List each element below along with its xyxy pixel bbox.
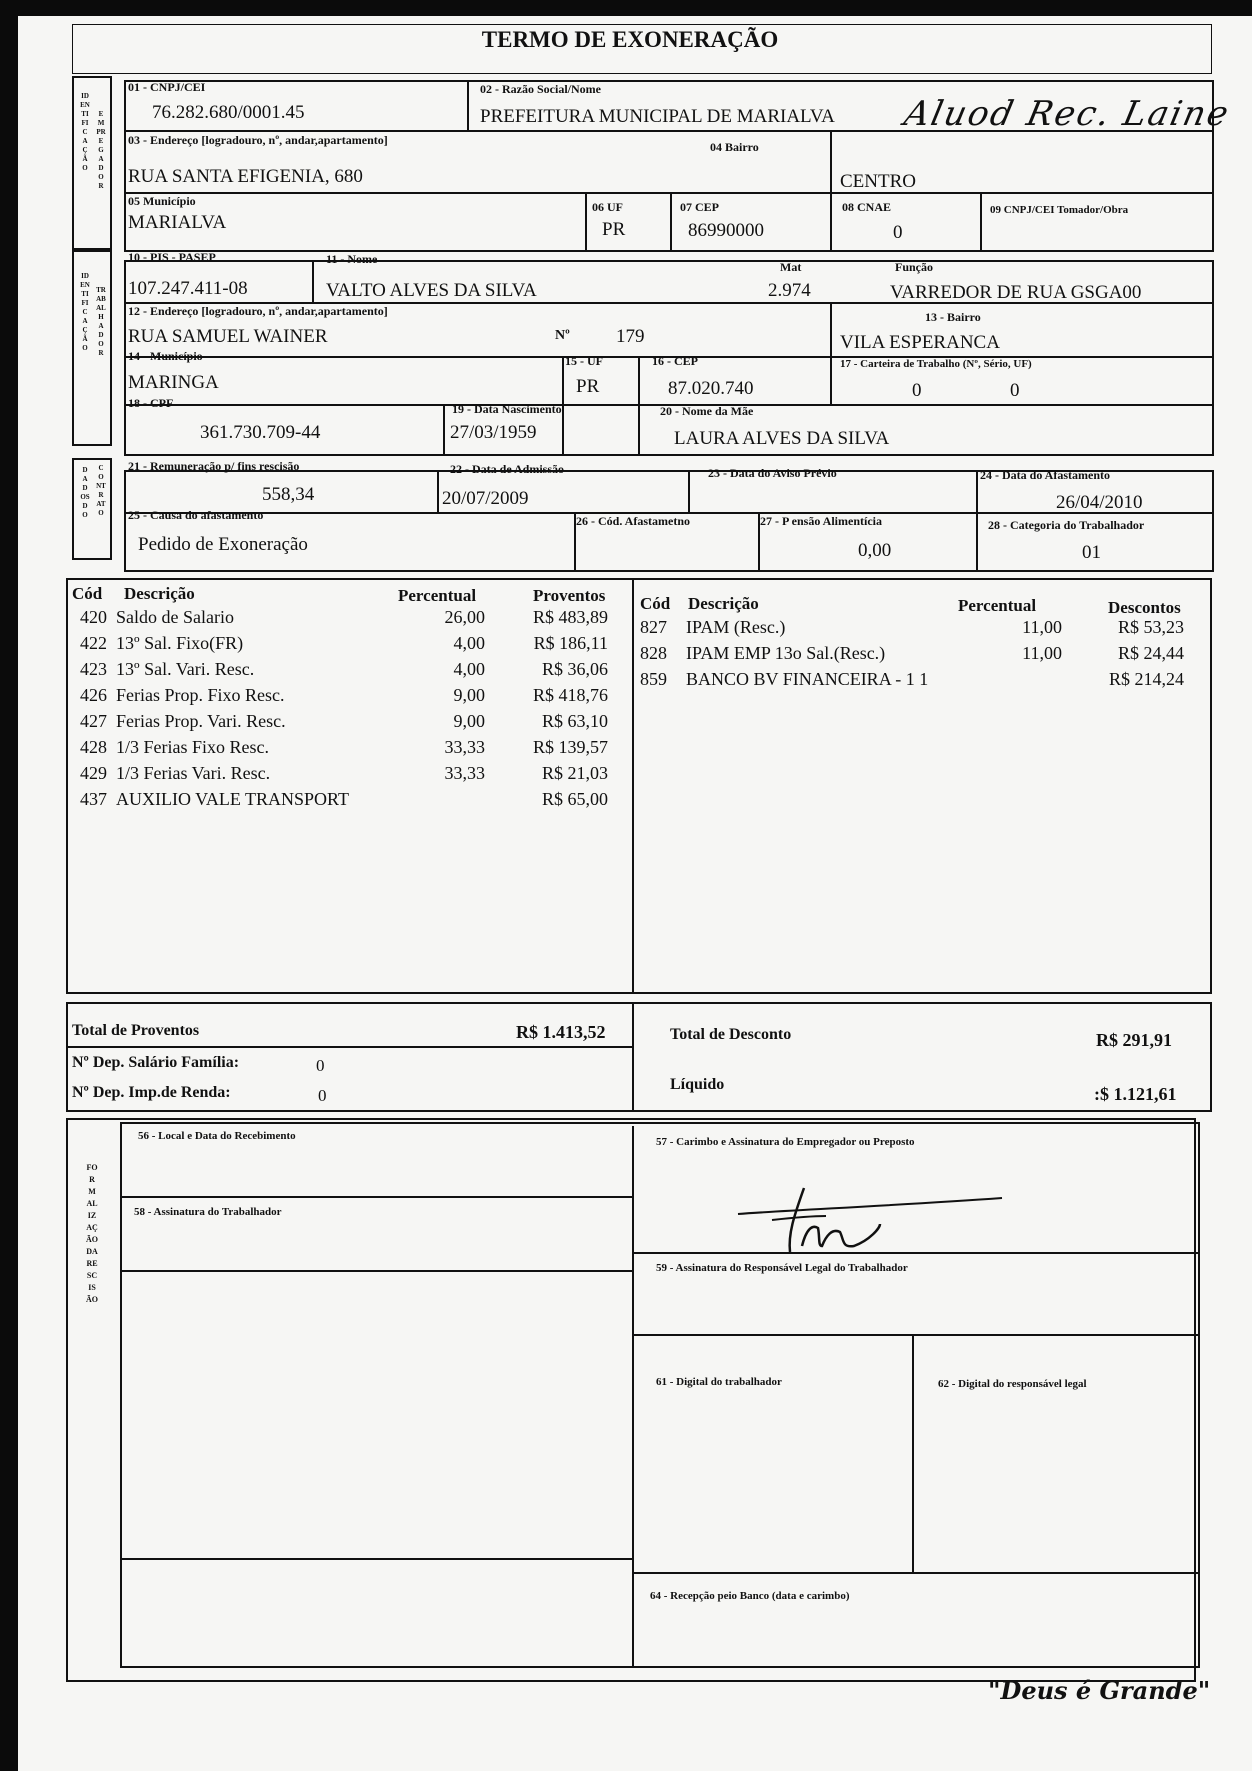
worker-side-label-2: TRABALHADOR [96,286,106,357]
worker-uf-label: 15 - UF [565,354,603,368]
carimbo-label: 57 - Carimbo e Assinatura do Empregador ou Preposto [656,1136,915,1148]
earnings-val: R$ 418,76 [532,685,608,705]
cpf-label: 18 - CPF [128,396,174,410]
recebimento-label: 56 - Local e Data do Recebimento [138,1130,296,1142]
aviso-previo-label: 23 - Data do Aviso Prévio [708,466,837,480]
total-deductions-label: Total de Desconto [670,1026,792,1043]
earnings-pct: 26,00 [444,607,485,627]
worker-side-label: IDENTIFICAÇÃO [80,272,90,352]
mae-label: 20 - Nome da Mãe [660,404,754,418]
contract-side-box [72,458,112,560]
deductions-desc: IPAM (Resc.) [686,617,786,637]
renda-label: Nº Dep. Imp.de Renda: [72,1084,231,1101]
categoria-value: 01 [1082,542,1101,563]
earnings-val: R$ 36,06 [541,659,608,679]
earnings-cod: 420 [80,607,107,627]
worker-name-label: 11 - Nome [326,252,378,266]
earnings-val: R$ 139,57 [532,737,608,757]
earnings-cod: 428 [80,737,107,757]
cnae-value: 0 [893,222,903,243]
earnings-val: R$ 21,03 [541,763,608,783]
cod-afastamento-label: 26 - Cód. Afastametno [576,514,690,528]
pensao-label: 27 - P ensão Alimentícia [760,514,882,528]
worker-address-label: 12 - Endereço [logradouro, nº, andar,apartamento] [128,304,388,318]
recepcao-banco-label: 64 - Recepção peio Banco (data e carimbo) [650,1590,850,1602]
ctps-number-value: 0 [912,380,922,401]
contract-side-label-2: CONTRATO [96,464,106,517]
afastamento-label: 24 - Data do Afastamento [980,468,1110,482]
worker-side-box [72,248,112,446]
deductions-val: R$ 24,44 [1117,643,1184,663]
formalization-side-label: FORMALIZAÇÃO DA RESCISÃO [86,1163,98,1304]
employer-bairro-value: CENTRO [840,171,916,192]
liquido-label: Líquido [670,1076,725,1093]
formalization-inner [120,1122,1200,1668]
employer-municipio-value: MARIALVA [128,212,227,233]
employer-bairro-label: 04 Bairro [710,140,759,154]
cnae-label: 08 CNAE [842,200,892,214]
digital-trabalhador-label: 61 - Digital do trabalhador [656,1376,782,1388]
pensao-value: 0,00 [858,540,892,561]
assinatura-trabalhador-label: 58 - Assinatura do Trabalhador [134,1206,282,1218]
earnings-cod: 437 [80,789,107,809]
ctps-label: 17 - Carteira de Trabalho (Nº, Sério, UF) [840,358,1032,370]
earnings-desc: Ferias Prop. Vari. Resc. [116,711,286,731]
footer-motto: "Deus é Grande" [988,1676,1211,1705]
razao-social-value: PREFEITURA MUNICIPAL DE MARIALVA [480,106,835,127]
earnings-cod: 426 [80,685,107,705]
deductions-cod: 859 [640,669,667,689]
employer-signature [730,1180,1010,1260]
worker-bairro-value: VILA ESPERANCA [840,332,1000,353]
deductions-val: R$ 53,23 [1117,617,1184,637]
earnings-cod: 429 [80,763,107,783]
earnings-header-val: Proventos [533,586,606,605]
earnings-desc: 1/3 Ferias Vari. Resc. [116,763,271,783]
worker-cep-value: 87.020.740 [668,378,754,399]
mat-label: Mat [780,260,802,274]
mat-value: 2.974 [768,280,811,301]
employer-side-box [72,76,112,252]
liquido-value: :$ 1.121,61 [1094,1084,1177,1104]
earnings-cod: 422 [80,633,107,653]
employer-address-value: RUA SANTA EFIGENIA, 680 [128,166,363,187]
nascimento-value: 27/03/1959 [450,422,537,443]
earnings-header-pct: Percentual [398,586,477,605]
employer-uf-value: PR [602,219,626,240]
cnpj-label: 01 - CNPJ/CEI [128,80,206,94]
admissao-label: 22 - Data de Admissão [450,462,565,476]
earnings-desc: Saldo de Salario [116,607,234,627]
earnings-pct: 33,33 [444,737,485,757]
mae-value: LAURA ALVES DA SILVA [674,428,890,449]
worker-address-value: RUA SAMUEL WAINER [128,326,328,347]
deductions-cod: 827 [640,617,667,637]
total-deductions-value: R$ 291,91 [1096,1030,1172,1050]
handwritten-annotation-text: Aluod Rec. Laine [900,94,1234,134]
numero-value: 179 [616,326,645,347]
familia-label: Nº Dep. Salário Família: [72,1054,240,1071]
tomador-label: 09 CNPJ/CEI Tomador/Obra [990,204,1129,216]
deductions-header-pct: Percentual [958,596,1037,615]
deductions-desc: BANCO BV FINANCEIRA - 1 1 [686,669,929,689]
deductions-header-desc: Descrição [688,594,759,613]
earnings-pct: 9,00 [453,711,485,731]
worker-bairro-label: 13 - Bairro [925,310,981,324]
worker-municipio-label: 14 - Município [128,349,203,363]
razao-social-label: 02 - Razão Social/Nome [480,82,601,96]
contract-side-label: DADOS DO [80,466,90,519]
causa-value: Pedido de Exoneração [138,534,308,555]
pis-value: 107.247.411-08 [128,278,248,299]
earnings-desc: Ferias Prop. Fixo Resc. [116,685,285,705]
deductions-pct: 11,00 [1022,617,1062,637]
earnings-val: R$ 65,00 [541,789,608,809]
earnings-cod: 423 [80,659,107,679]
deductions-header-cod: Cód [640,594,671,613]
earnings-desc: AUXILIO VALE TRANSPORT [116,789,349,809]
worker-name-value: VALTO ALVES DA SILVA [326,280,537,301]
cnpj-value: 76.282.680/0001.45 [152,102,305,123]
earnings-val: R$ 186,11 [533,633,608,653]
earnings-desc: 13º Sal. Fixo(FR) [116,633,244,653]
employer-municipio-label: 05 Município [128,194,196,208]
deductions-val: R$ 214,24 [1108,669,1184,689]
remuneracao-label: 21 - Remuneração p/ fins rescisão [128,459,300,473]
familia-value: 0 [316,1056,325,1075]
earnings-pct: 4,00 [453,659,485,679]
earnings-val: R$ 483,89 [532,607,608,627]
employer-side-label: IDENTIFICAÇÃO [80,92,90,172]
funcao-value: VARREDOR DE RUA GSGA00 [890,282,1142,303]
funcao-label: Função [895,260,934,274]
earnings-header-desc: Descrição [124,584,195,603]
causa-label: 25 - Causa do afastamento [128,508,264,522]
deductions-table [632,578,1212,994]
worker-cep-label: 16 - CEP [652,354,698,368]
deductions-pct: 11,00 [1022,643,1062,663]
earnings-pct: 4,00 [453,633,485,653]
total-earnings-value: R$ 1.413,52 [516,1022,606,1042]
ctps-serie-value: 0 [1010,380,1020,401]
remuneracao-value: 558,34 [262,484,315,505]
earnings-cod: 427 [80,711,107,731]
total-earnings-label: Total de Proventos [72,1022,200,1039]
nascimento-label: 19 - Data Nascimento [452,402,562,416]
document-title: TERMO DE EXONERAÇÃO [481,27,779,52]
earnings-desc: 1/3 Ferias Fixo Resc. [116,737,269,757]
afastamento-value: 26/04/2010 [1056,492,1143,513]
pis-label: 10 - PIS - PASEP [128,250,216,264]
employer-cep-label: 07 CEP [680,200,719,214]
handwritten-annotation [901,94,1234,134]
employer-side-label-2: EMPREGADOR [96,110,106,190]
admissao-value: 20/07/2009 [442,488,529,509]
categoria-label: 28 - Categoria do Trabalhador [988,518,1145,532]
worker-municipio-value: MARINGA [128,372,219,393]
deductions-cod: 828 [640,643,667,663]
employer-uf-label: 06 UF [592,200,623,214]
numero-label: Nº [555,328,570,343]
renda-value: 0 [318,1086,327,1105]
employer-address-label: 03 - Endereço [logradouro, nº, andar,apartamento] [128,133,388,147]
worker-uf-value: PR [576,376,600,397]
earnings-pct: 33,33 [444,763,485,783]
assinatura-responsavel-label: 59 - Assinatura do Responsável Legal do Trabalhador [656,1262,908,1274]
cpf-value: 361.730.709-44 [200,422,321,443]
earnings-val: R$ 63,10 [541,711,608,731]
earnings-header-cod: Cód [72,584,103,603]
earnings-pct: 9,00 [453,685,485,705]
deductions-header-val: Descontos [1108,598,1181,617]
earnings-desc: 13º Sal. Vari. Resc. [116,659,255,679]
employer-cep-value: 86990000 [688,220,764,241]
deductions-desc: IPAM EMP 13o Sal.(Resc.) [686,643,886,663]
digital-responsavel-label: 62 - Digital do responsável legal [938,1378,1087,1390]
